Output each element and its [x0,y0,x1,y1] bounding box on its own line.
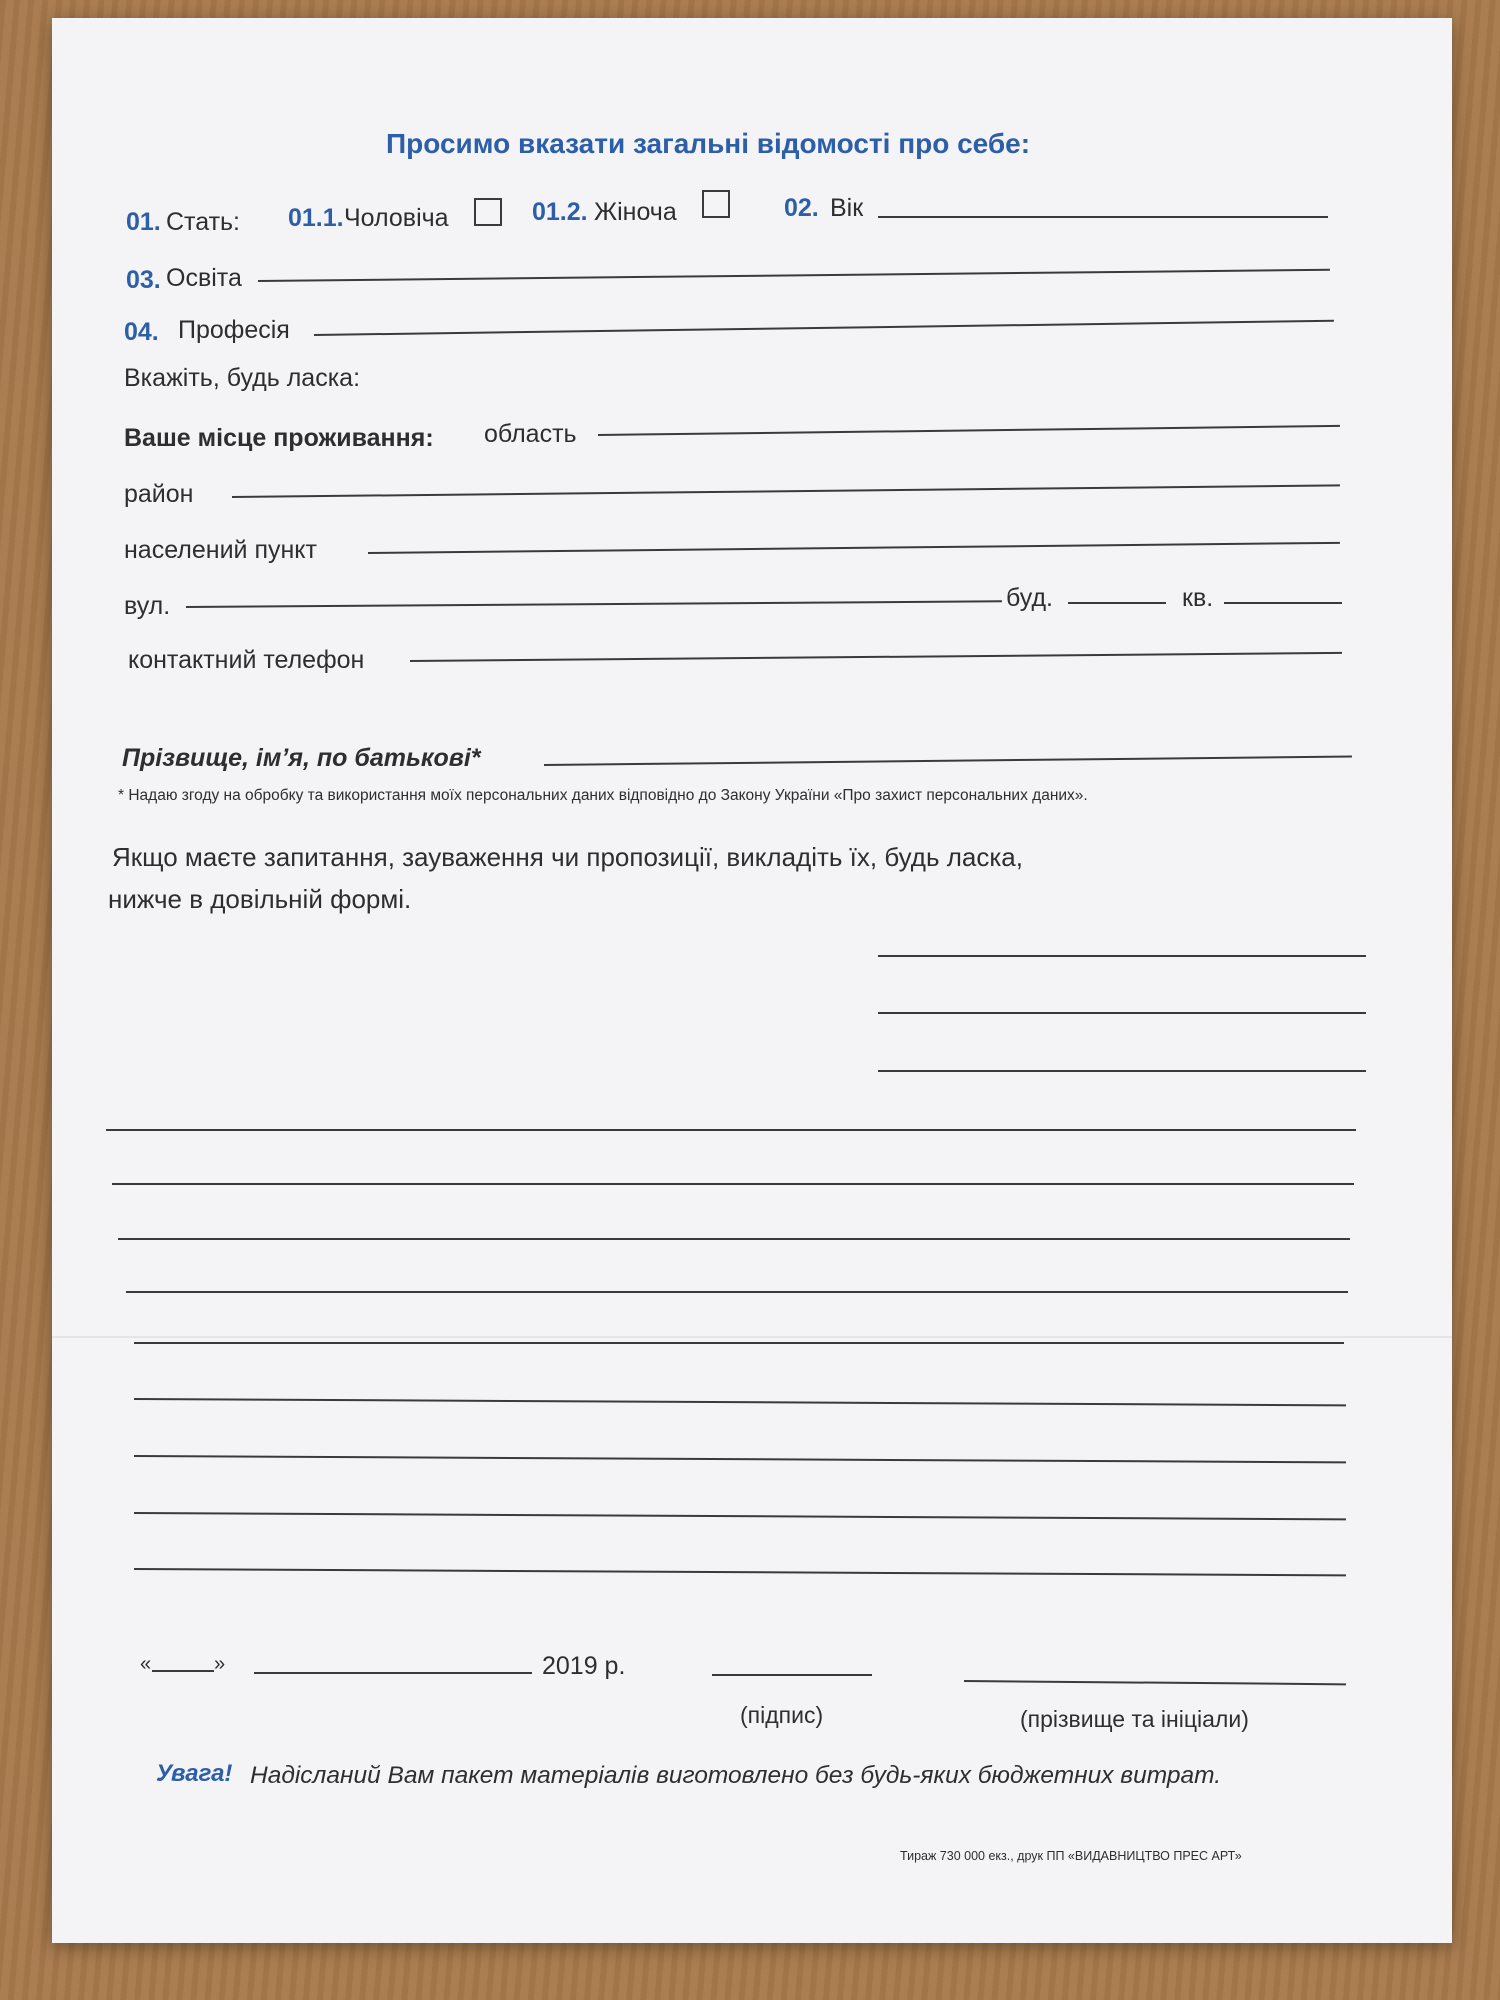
apartment-label: кв. [1182,584,1214,612]
comment-line[interactable] [134,1568,1346,1576]
date-open-quote: « [140,1653,152,1675]
fullname-label: Прізвище, ім’я, по батькові* [122,744,481,772]
q01-number: 01. [126,208,161,236]
q04-label: Професія [178,316,290,344]
print-info: Тираж 730 000 екз., друк ПП «ВИДАВНИЦТВО ПРЕС АРТ» [900,1849,1242,1863]
district-label: район [124,480,194,508]
comment-line[interactable] [112,1183,1354,1185]
comment-line[interactable] [134,1342,1344,1344]
q03-label: Освіта [166,264,242,292]
residence-label: Ваше місце проживання: [124,424,434,452]
comment-line[interactable] [878,1012,1366,1014]
education-field-line[interactable] [258,269,1330,282]
q012-number: 01.2. [532,198,588,226]
comment-line[interactable] [118,1238,1350,1240]
comment-line[interactable] [134,1455,1346,1463]
attention-label: Увага! [156,1760,233,1787]
q02-label: Вік [830,194,864,222]
q012-label: Жіноча [594,198,677,226]
apartment-field-line[interactable] [1224,602,1342,604]
male-checkbox[interactable] [474,198,502,226]
q011-number: 01.1. [288,204,344,232]
building-label: буд. [1006,584,1053,612]
comment-line[interactable] [126,1291,1348,1293]
comment-line[interactable] [106,1129,1356,1131]
district-field-line[interactable] [232,484,1340,498]
q011-label: Чоловіча [344,204,449,232]
month-field-line[interactable] [254,1672,532,1674]
street-label: вул. [124,592,171,620]
signature-caption: (підпис) [740,1702,824,1728]
year-label: 2019 р. [542,1652,626,1680]
surname-initials-field-line[interactable] [964,1680,1346,1685]
q02-number: 02. [784,194,819,222]
comment-line[interactable] [134,1512,1346,1520]
day-field-line[interactable] [152,1670,214,1672]
q04-number: 04. [124,318,159,346]
comment-line[interactable] [878,955,1366,957]
region-label: область [484,420,577,448]
building-field-line[interactable] [1068,602,1166,604]
form-title: Просимо вказати загальні відомості про себе: [386,128,1031,159]
phone-label: контактний телефон [128,646,365,674]
profession-field-line[interactable] [314,320,1334,336]
surname-initials-caption: (прізвище та ініціали) [1020,1706,1249,1732]
attention-text: Надісланий Вам пакет матеріалів виготовлено без будь-яких бюджетних витрат. [250,1762,1222,1789]
form-sheet [52,18,1452,1943]
street-field-line[interactable] [186,600,1002,608]
fullname-field-line[interactable] [544,756,1352,766]
consent-note: * Надаю згоду на обробку та використання моїх персональних даних відповідно до Закону України «Про захист персональних даних». [118,787,1088,804]
comments-prompt-line2: нижче в довільній формі. [108,884,412,914]
date-close-quote: » [214,1653,226,1675]
region-field-line[interactable] [598,425,1340,436]
comment-line[interactable] [134,1398,1346,1406]
comment-line[interactable] [878,1070,1366,1072]
locality-field-line[interactable] [368,542,1340,554]
signature-field-line[interactable] [712,1674,872,1676]
female-checkbox[interactable] [702,190,730,218]
q03-number: 03. [126,266,161,294]
comments-prompt-line1: Якщо маєте запитання, зауваження чи пропозиції, викладіть їх, будь ласка, [112,842,1023,872]
age-field-line[interactable] [878,216,1328,218]
phone-field-line[interactable] [410,652,1342,662]
q01-label: Стать: [166,208,240,236]
locality-label: населений пункт [124,536,317,564]
indicate-label: Вкажіть, будь ласка: [124,364,361,392]
